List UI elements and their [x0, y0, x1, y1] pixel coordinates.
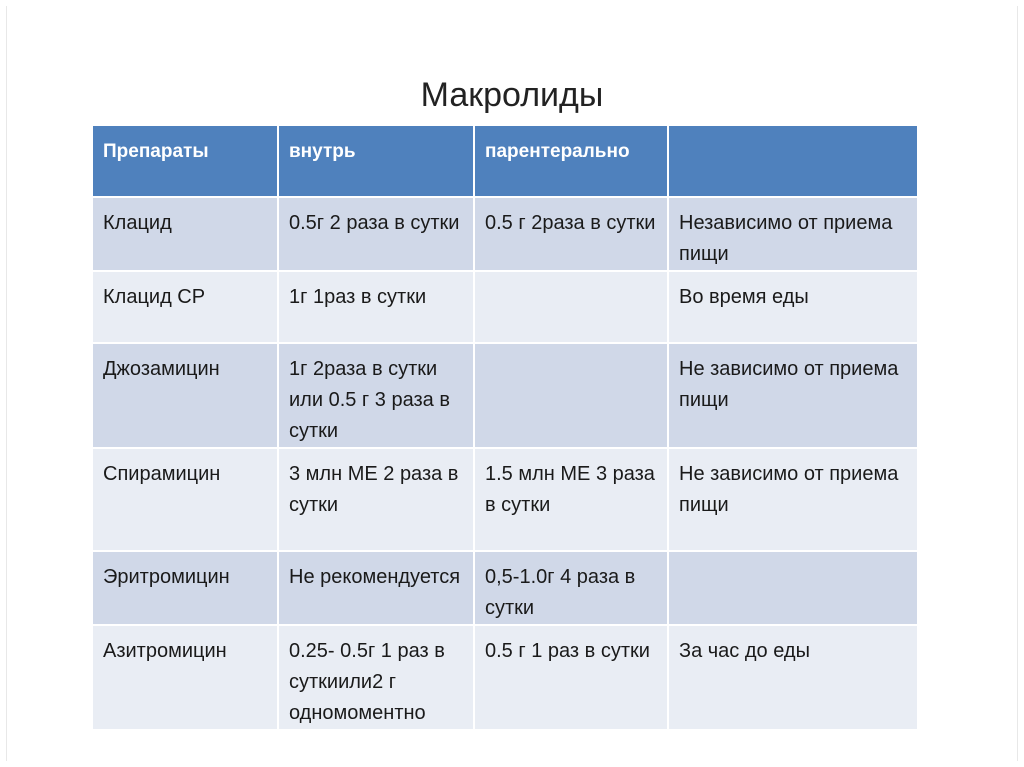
cell-oral: 0.5г 2 раза в сутки — [278, 197, 474, 271]
cell-parenteral — [474, 271, 668, 343]
table-row — [92, 271, 918, 343]
cell-drug: Азитромицин — [92, 625, 278, 730]
header-cell-drugs: Препараты — [92, 125, 278, 197]
cell-oral: 0.25- 0.5г 1 раз в суткиили2 г одномоментно — [278, 625, 474, 730]
cell-notes: Во время еды — [668, 271, 918, 343]
header-cell-notes — [668, 125, 918, 197]
table-row — [92, 197, 918, 271]
table-header-row — [92, 125, 918, 197]
cell-notes — [668, 551, 918, 625]
cell-parenteral — [474, 343, 668, 448]
cell-parenteral: 0.5 г 1 раз в сутки — [474, 625, 668, 730]
table-row — [92, 343, 918, 448]
table-row — [92, 551, 918, 625]
cell-oral: 3 млн МЕ 2 раза в сутки — [278, 448, 474, 551]
macrolides-table — [91, 124, 919, 731]
cell-drug: Джозамицин — [92, 343, 278, 448]
slide-border-left — [6, 6, 7, 761]
cell-drug: Клацид СР — [92, 271, 278, 343]
table-row — [92, 448, 918, 551]
slide-border-right — [1017, 6, 1018, 761]
cell-drug: Эритромицин — [92, 551, 278, 625]
cell-parenteral: 0,5-1.0г 4 раза в сутки — [474, 551, 668, 625]
cell-oral: 1г 1раз в сутки — [278, 271, 474, 343]
cell-parenteral: 1.5 млн МЕ 3 раза в сутки — [474, 448, 668, 551]
header-cell-parenteral: парентерально — [474, 125, 668, 197]
cell-notes: Не зависимо от приема пищи — [668, 448, 918, 551]
table-row — [92, 625, 918, 730]
cell-notes: Независимо от приема пищи — [668, 197, 918, 271]
cell-drug: Клацид — [92, 197, 278, 271]
slide-title: Макролиды — [420, 76, 604, 114]
cell-oral: 1г 2раза в сутки или 0.5 г 3 раза в сутки — [278, 343, 474, 448]
cell-notes: Не зависимо от приема пищи — [668, 343, 918, 448]
cell-drug: Спирамицин — [92, 448, 278, 551]
cell-notes: За час до еды — [668, 625, 918, 730]
cell-oral: Не рекомендуется — [278, 551, 474, 625]
cell-parenteral: 0.5 г 2раза в сутки — [474, 197, 668, 271]
header-cell-oral: внутрь — [278, 125, 474, 197]
